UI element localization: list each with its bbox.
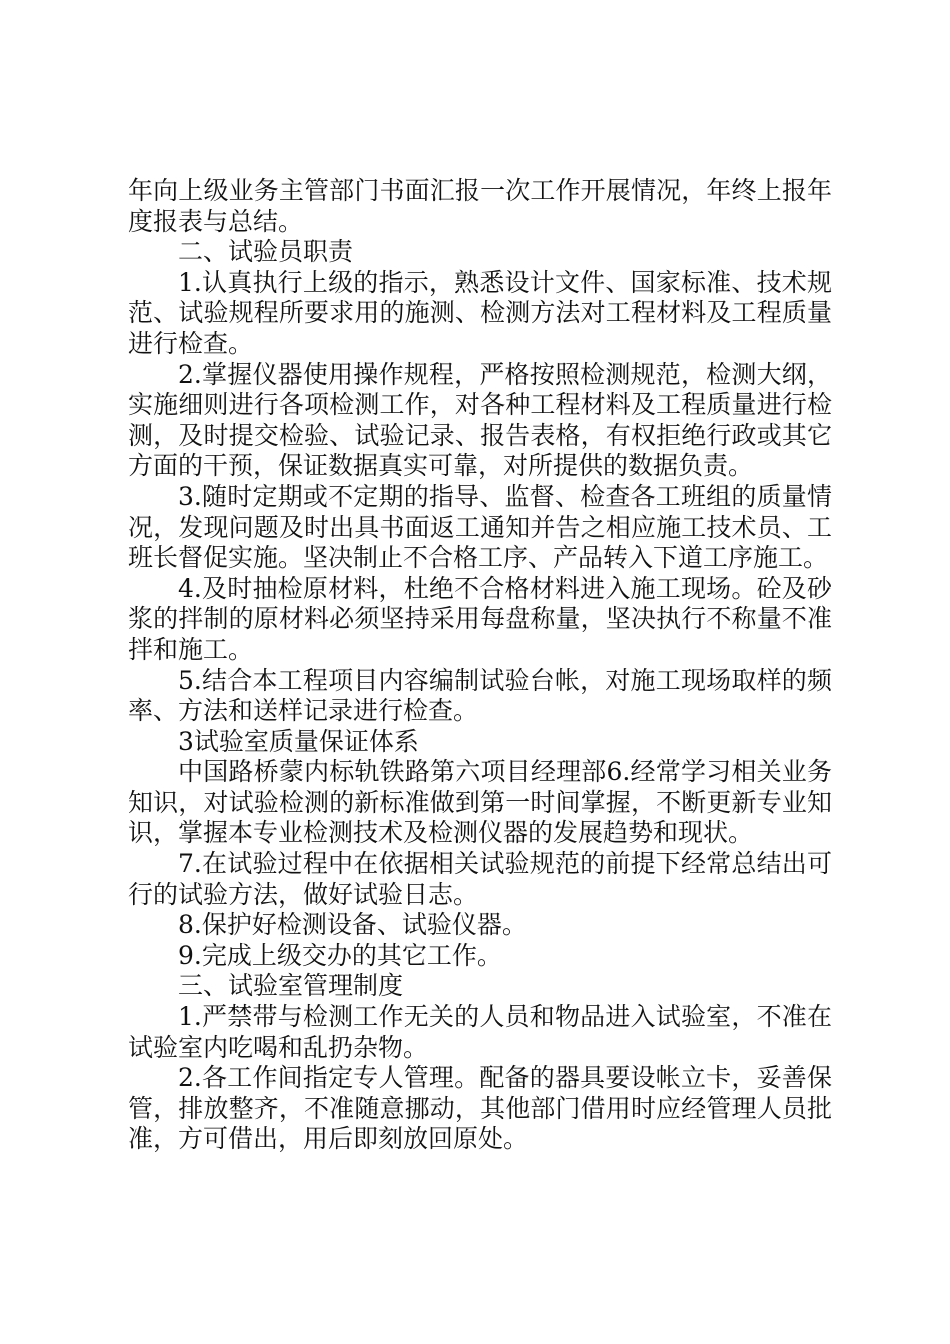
document-body — [128, 176, 832, 1155]
section-heading-tester-duties: 二、试验员职责 — [178, 237, 354, 267]
section-heading-lab-rules: 三、试验室管理制度 — [178, 971, 404, 1001]
duty-item-3: 3.随时定期或不定期的指导、监督、检查各工班组的质量情况，发现问题及时出具书面返工通知并告之相应施工技术员、工班长督促实施。坚决制止不合格工序、产品转入下道工序施工。 — [128, 481, 832, 573]
rule-item-2: 2.各工作间指定专人管理。配备的器具要设帐立卡，妥善保管，排放整齐，不准随意挪动，其他部门借用时应经管理人员批准，方可借出，用后即刻放回原处。 — [128, 1063, 832, 1154]
duty-item-6: 中国路桥蒙内标轨铁路第六项目经理部6.经常学习相关业务知识，对试验检测的新标准做到第一时间掌握，不断更新专业知识，掌握本专业检测技术及检测仪器的发展趋势和现状。 — [128, 757, 832, 848]
rule-item-1: 1.严禁带与检测工作无关的人员和物品进入试验室，不准在试验室内吃喝和乱扔杂物。 — [128, 1002, 832, 1062]
duty-item-2: 2.掌握仪器使用操作规程，严格按照检测规范，检测大纲，实施细则进行各项检测工作，对各种工程材料及工程质量进行检测，及时提交检验、试验记录、报告表格，有权拒绝行政或其它方面的干预，保证数据真实可靠，对所提供的数据负责。 — [128, 359, 832, 481]
duty-item-5: 5.结合本工程项目内容编制试验台帐，对施工现场取样的频率、方法和送样记录进行检查。 — [128, 665, 832, 726]
duty-item-7: 7.在试验过程中在依据相关试验规范的前提下经常总结出可行的试验方法，做好试验日志。 — [128, 849, 832, 909]
duty-item-4: 4.及时抽检原材料，杜绝不合格材料进入施工现场。砼及砂浆的拌制的原材料必须坚持采用每盘称量，坚决执行不称量不准拌和施工。 — [128, 573, 832, 664]
duty-item-8: 8.保护好检测设备、试验仪器。 — [178, 910, 527, 940]
paragraph-continuation: 年向上级业务主管部门书面汇报一次工作开展情况，年终上报年度报表与总结。 — [128, 176, 832, 236]
duty-item-9: 9.完成上级交办的其它工作。 — [178, 940, 502, 970]
duty-item-1: 1.认真执行上级的指示，熟悉设计文件、国家标准、技术规范、试验规程所要求用的施测、检测方法对工程材料及工程质量进行检查。 — [128, 267, 832, 358]
section-heading-quality-system: 3试验室质量保证体系 — [178, 726, 419, 756]
